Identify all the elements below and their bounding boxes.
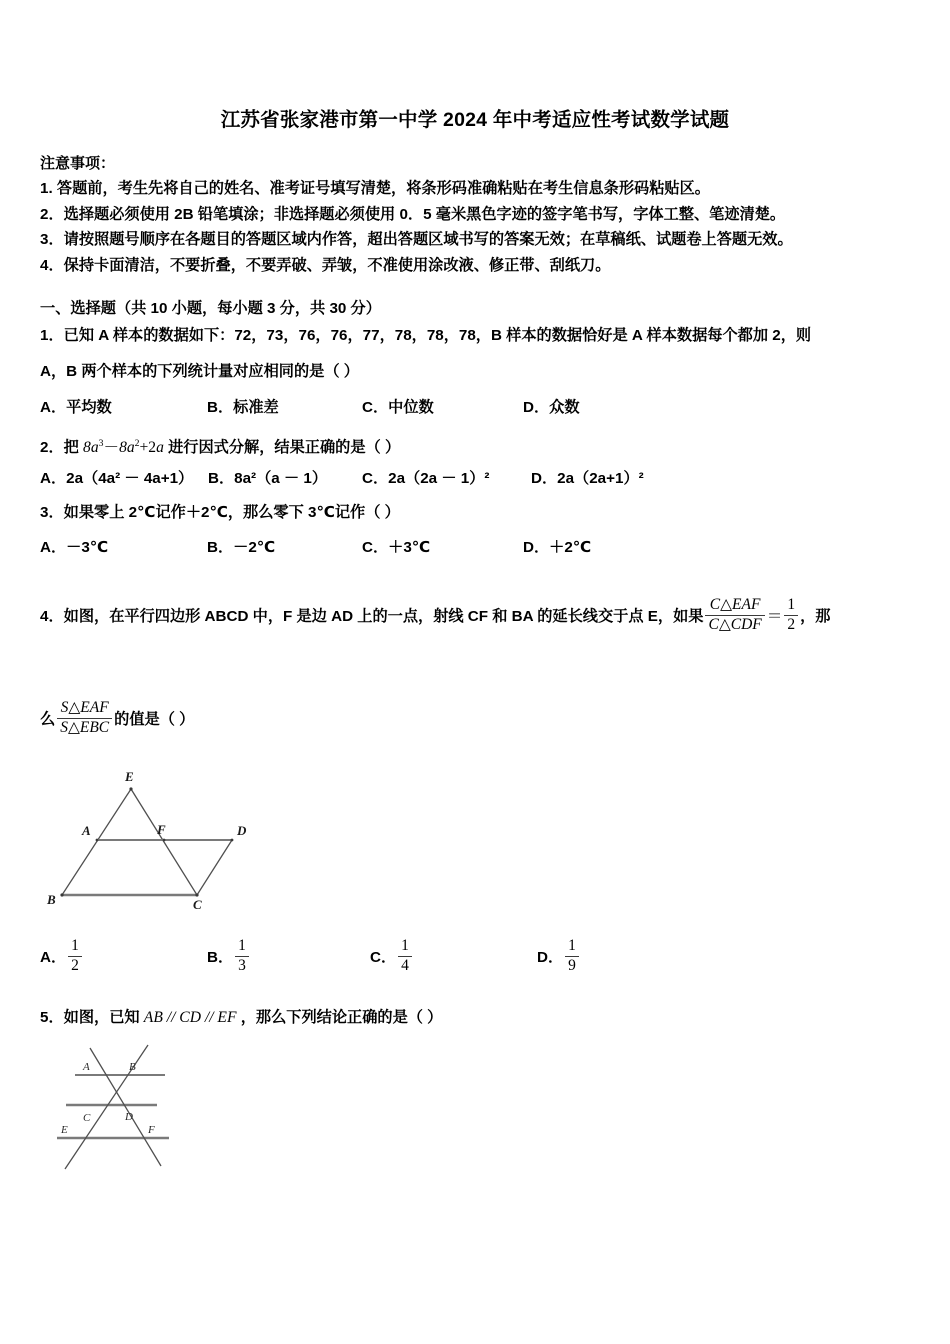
parallelogram-abcd-with-triangle-ebc-svg bbox=[45, 757, 280, 912]
question-4-stem-line1 bbox=[40, 597, 830, 633]
notice-heading: 注意事项： bbox=[40, 155, 116, 172]
three-parallel-lines-two-transversals-svg bbox=[53, 1043, 203, 1173]
question-5-stem-suffix: ，那么下列结论正确的是（ ） bbox=[236, 1009, 443, 1026]
svg-text:F: F bbox=[148, 1124, 155, 1136]
question-5-figure bbox=[53, 1043, 203, 1173]
page-title: 江苏省张家港市第一中学 2024 年中考适应性考试数学试题 bbox=[220, 109, 730, 131]
option-3-B[interactable]: B．－2℃ bbox=[207, 539, 276, 556]
question-4-figure bbox=[45, 757, 280, 912]
option-3-C[interactable]: C．＋3℃ bbox=[362, 539, 431, 556]
option-1-B[interactable]: B．标准差 bbox=[207, 399, 279, 416]
notice-item: 2．选择题必须使用 2B 铅笔填涂；非选择题必须使用 0．5 毫米黑色字迹的签字笔书写，字体工整、笔迹清楚。 bbox=[40, 205, 786, 223]
question-2-expression: $8a^3-8a^2+2a$ bbox=[83, 438, 164, 457]
option-4-C[interactable]: C． $\frac{1}{4}$ bbox=[370, 938, 414, 974]
question-3-options bbox=[0, 536, 950, 560]
question-4-line2-prefix: 么 bbox=[40, 710, 56, 728]
option-2-A[interactable]: A．2a（4a² － 4a+1） bbox=[40, 470, 194, 487]
option-2-C[interactable]: C．2a（2a － 1）² bbox=[362, 470, 490, 487]
question-4-line2-suffix: 的值是（ ） bbox=[114, 710, 195, 728]
svg-text:B: B bbox=[129, 1061, 136, 1073]
notice-list bbox=[40, 176, 920, 278]
notice-item: 3．请按照题号顺序在各题目的答题区域内作答，超出答题区域书写的答案无效；在草稿纸、试题卷上答题无效。 bbox=[40, 231, 793, 248]
question-5-parallel-expression: AB // CD // EF bbox=[143, 1009, 237, 1026]
option-4-B[interactable]: B． $\frac{1}{3}$ bbox=[207, 938, 251, 974]
question-4-stem-tail: ，那 bbox=[800, 607, 831, 625]
option-1-C[interactable]: C．中位数 bbox=[362, 399, 434, 416]
question-2-options bbox=[0, 467, 950, 491]
svg-text:D: D bbox=[125, 1111, 133, 1123]
question-2-stem bbox=[40, 433, 400, 459]
question-1-options bbox=[0, 396, 950, 420]
question-1-stem-line2: A，B 两个样本的下列统计量对应相同的是（ ） bbox=[40, 363, 359, 380]
question-5-stem-prefix: 5．如图，已知 bbox=[40, 1009, 144, 1026]
question-4-ratio-value: $\frac{1}{2}$ bbox=[784, 597, 798, 633]
question-4-ratio-c: $\frac{\text{C△EAF}}{\text{C△CDF}}$ bbox=[705, 597, 764, 633]
svg-text:C: C bbox=[193, 897, 202, 912]
question-3-stem: 3．如果零上 2℃记作＋2℃，那么零下 3℃记作（ ） bbox=[40, 504, 400, 521]
notice-item: 4．保持卡面清洁，不要折叠，不要弄破、弄皱，不准使用涂改液、修正带、刮纸刀。 bbox=[40, 256, 611, 274]
svg-text:A: A bbox=[82, 823, 91, 838]
question-5-stem bbox=[40, 1007, 442, 1029]
option-4-A[interactable]: A． $\frac{1}{2}$ bbox=[40, 938, 84, 974]
svg-text:E: E bbox=[125, 769, 134, 784]
question-2-stem-prefix: 2．把 bbox=[40, 439, 84, 457]
svg-text:B: B bbox=[47, 892, 56, 907]
question-1-stem-line1: 1．已知 A 样本的数据如下：72，73，76，76，77，78，78，78，B 样本的数据恰好是 A 样本数据每个都加 2，则 bbox=[40, 327, 812, 344]
option-3-A[interactable]: A．－3℃ bbox=[40, 539, 109, 556]
svg-text:C: C bbox=[83, 1112, 91, 1124]
section-heading: 一、选择题（共 10 小题，每小题 3 分，共 30 分） bbox=[40, 300, 381, 317]
option-3-D[interactable]: D．＋2℃ bbox=[523, 539, 592, 556]
question-2-stem-suffix: 进行因式分解，结果正确的是（ ） bbox=[163, 439, 401, 457]
notice-item: 1. 答题前，考生先将自己的姓名、准考证号填写清楚，将条形码准确粘贴在考生信息条形码粘贴区。 bbox=[40, 180, 710, 197]
svg-text:D: D bbox=[237, 823, 247, 838]
option-2-B[interactable]: B．8a²（a － 1） bbox=[208, 470, 328, 487]
svg-text:F: F bbox=[157, 822, 166, 837]
svg-text:E: E bbox=[61, 1124, 68, 1136]
svg-text:A: A bbox=[83, 1061, 90, 1073]
question-4-equals: ＝ bbox=[766, 607, 783, 625]
question-4-stem-text: 4．如图，在平行四边形 ABCD 中，F 是边 AD 上的一点，射线 CF 和 BA 的延长线交于点 E，如果 bbox=[40, 607, 704, 625]
question-4-options bbox=[0, 930, 950, 976]
option-1-D[interactable]: D．众数 bbox=[523, 399, 580, 416]
option-2-D[interactable]: D．2a（2a+1）² bbox=[531, 470, 644, 487]
question-4-ratio-s: $\frac{\text{S△EAF}}{\text{S△EBC}}$ bbox=[57, 700, 112, 736]
option-1-A[interactable]: A．平均数 bbox=[40, 399, 112, 416]
option-4-D[interactable]: D． $\frac{1}{9}$ bbox=[537, 938, 581, 974]
question-4-stem-line2 bbox=[40, 700, 194, 736]
